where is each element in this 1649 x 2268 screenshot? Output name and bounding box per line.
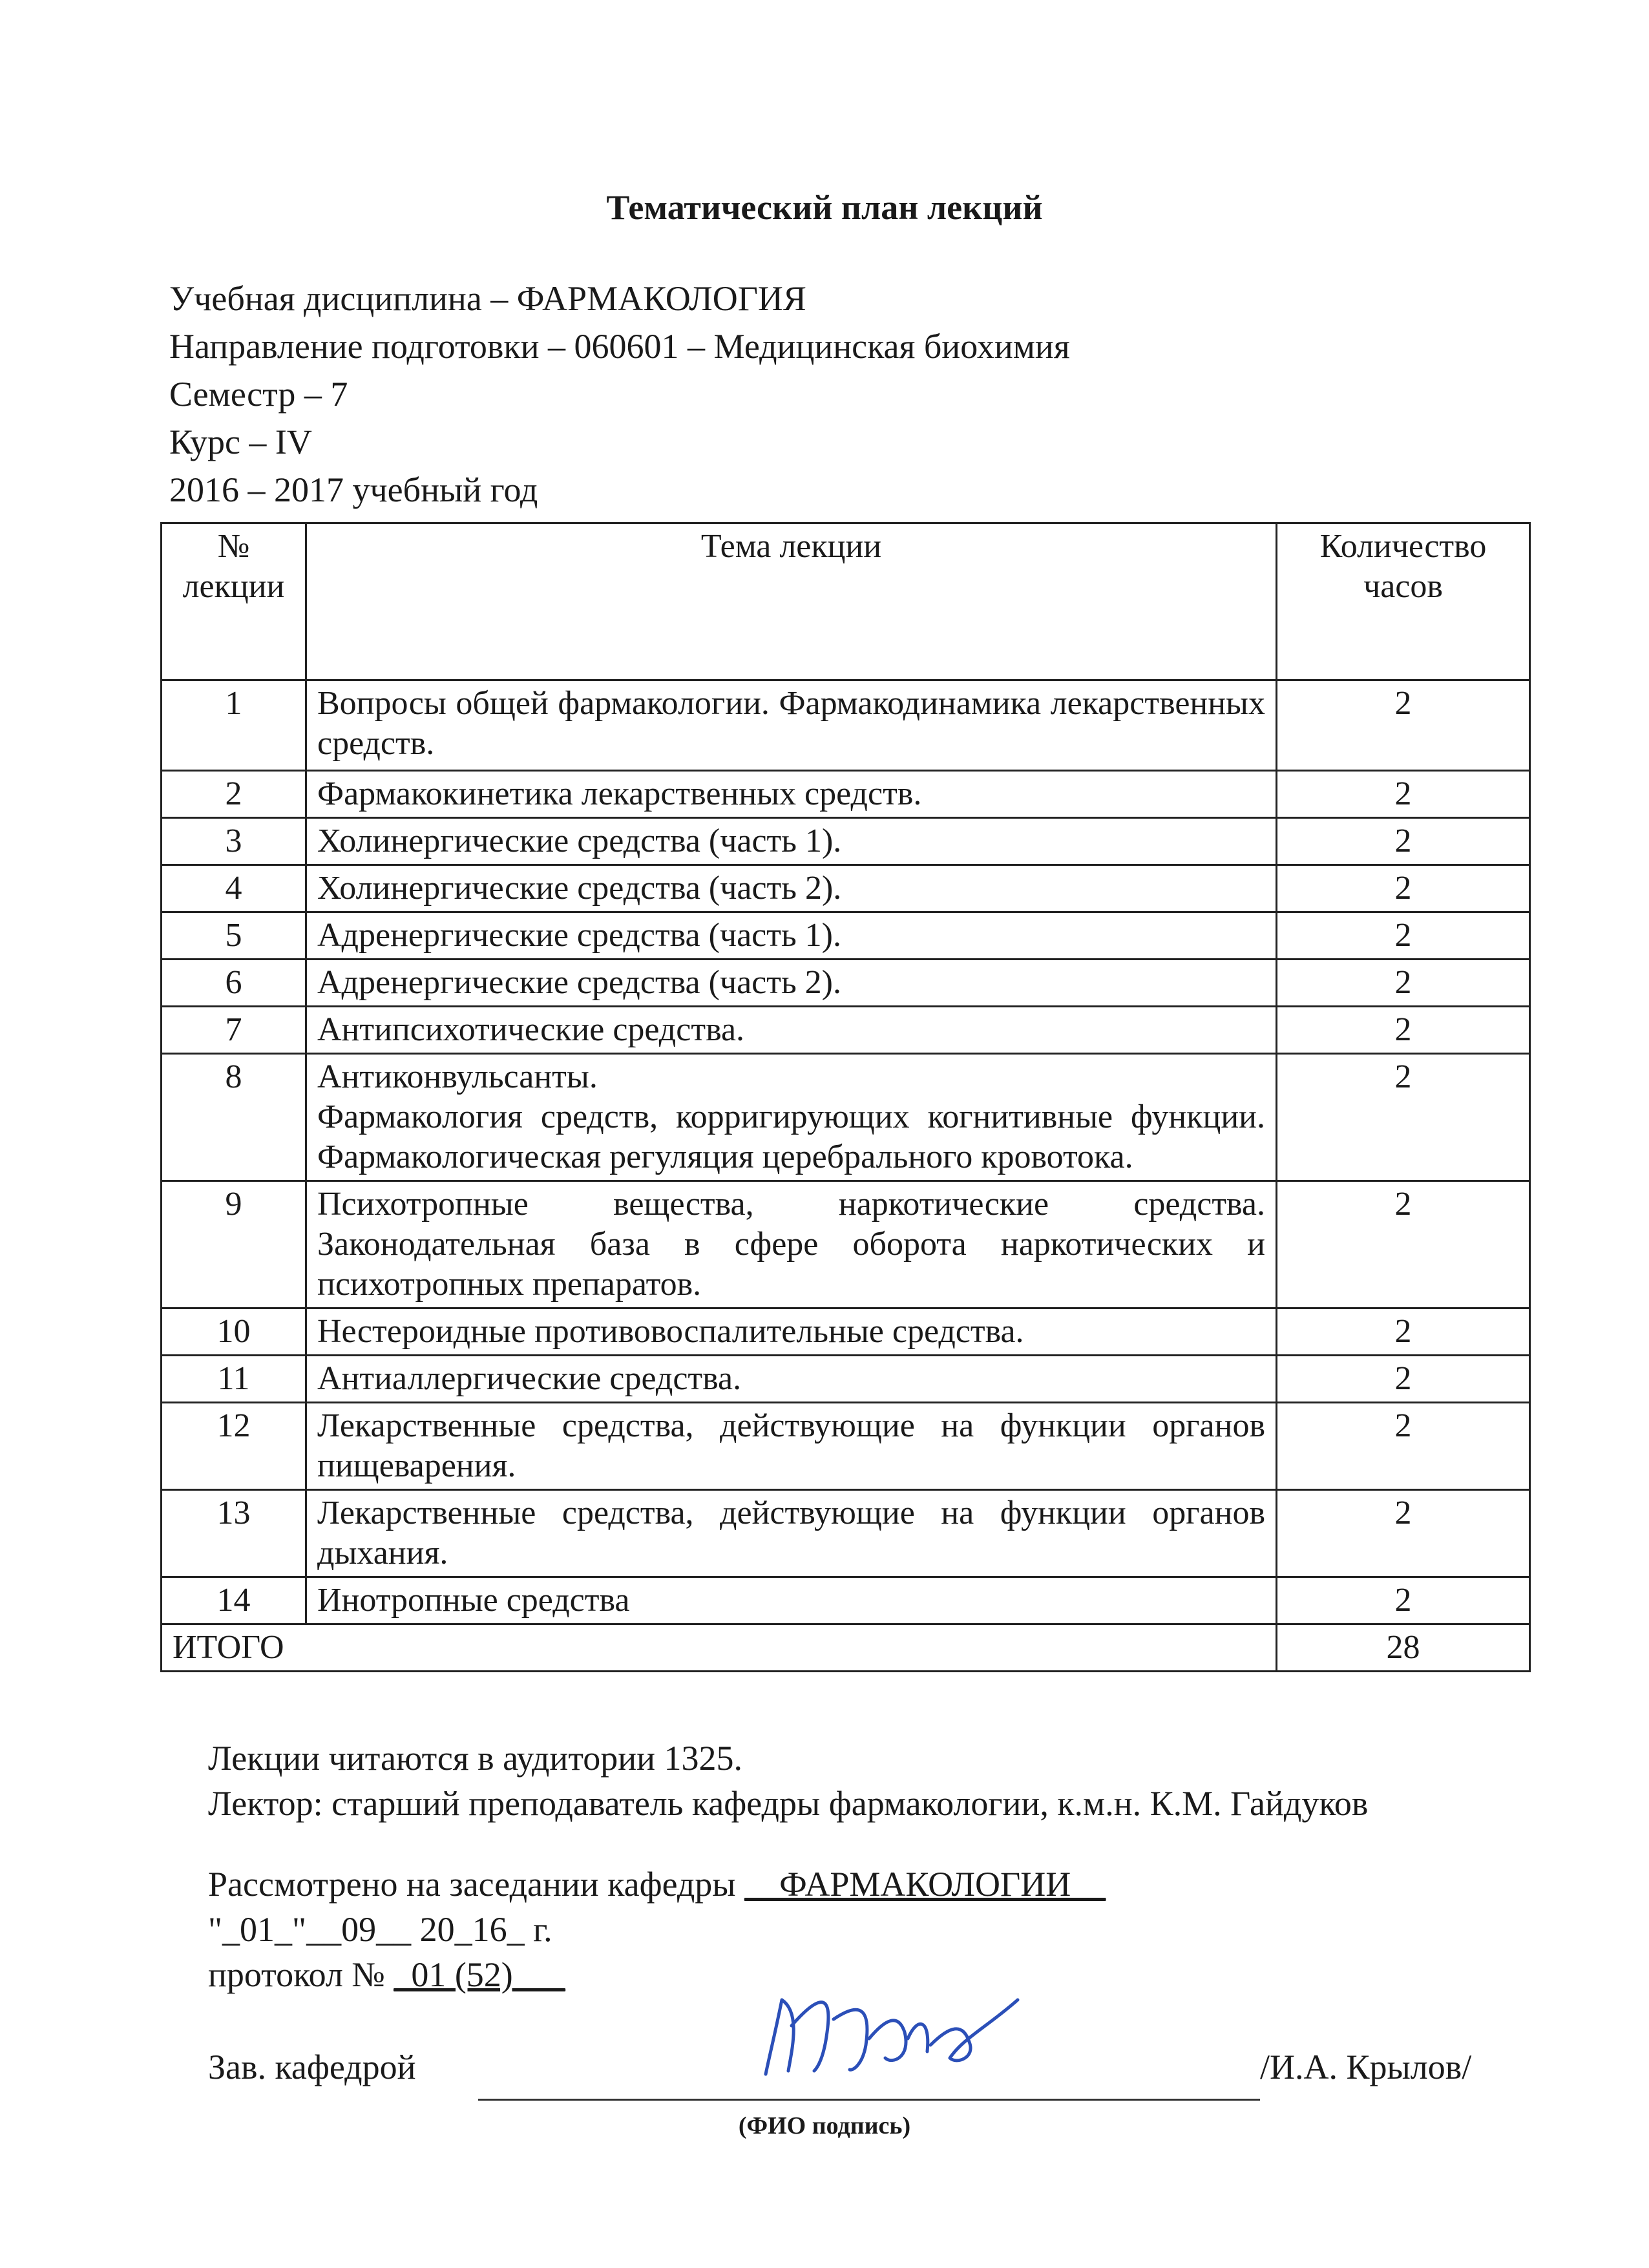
lecture-hours: 2 (1277, 1577, 1530, 1624)
handwritten-signature (756, 1961, 1027, 2090)
lecture-number: 10 (162, 1308, 306, 1356)
lecture-hours: 2 (1277, 1308, 1530, 1356)
lecture-topic: Нестероидные противовоспалительные средства. (306, 1308, 1277, 1356)
lecture-number: 11 (162, 1356, 306, 1403)
table-header-row (162, 523, 1530, 680)
protocol-prefix: протокол № (208, 1955, 385, 1994)
lecture-hours: 2 (1277, 1356, 1530, 1403)
head-label: Зав. кафедрой (208, 2048, 416, 2086)
lecture-topic: Вопросы общей фармакологии. Фармакодинамика лекарственных средств. (306, 680, 1277, 771)
table-row (162, 1054, 1530, 1181)
table-row (162, 960, 1530, 1007)
reviewed-prefix: Рассмотрено на заседании кафедры (208, 1865, 736, 1904)
header-lecture-number: № лекции (162, 523, 306, 680)
lecture-hours: 2 (1277, 818, 1530, 865)
lecture-hours: 2 (1277, 1054, 1530, 1181)
lecture-hours: 2 (1277, 1181, 1530, 1308)
lecture-number: 3 (162, 818, 306, 865)
lecture-room: Лекции читаются в аудитории 1325. (208, 1739, 743, 1778)
protocol-number: _01 (52)___ (394, 1955, 565, 1994)
header-hours: Количество часов (1277, 523, 1530, 680)
lecture-hours: 2 (1277, 960, 1530, 1007)
table-row (162, 1577, 1530, 1624)
table-row (162, 680, 1530, 771)
table-row (162, 1490, 1530, 1577)
lecture-topic: Лекарственные средства, действующие на функции органов дыхания. (306, 1490, 1277, 1577)
lecture-number: 14 (162, 1577, 306, 1624)
head-name: /И.А. Крылов/ (1260, 2048, 1472, 2086)
table-row (162, 771, 1530, 818)
table-row (162, 818, 1530, 865)
discipline: Учебная дисциплина – ФАРМАКОЛОГИЯ (169, 279, 806, 318)
lecture-topic: Инотропные средства (306, 1577, 1277, 1624)
header-topic: Тема лекции (306, 523, 1277, 680)
lecture-number: 7 (162, 1007, 306, 1054)
table-row (162, 1007, 1530, 1054)
lecture-hours: 2 (1277, 1007, 1530, 1054)
lecture-number: 12 (162, 1403, 306, 1490)
table-row (162, 1308, 1530, 1356)
table-row (162, 865, 1530, 912)
lecture-topic: Холинергические средства (часть 2). (306, 865, 1277, 912)
lecturer: Лектор: старший преподаватель кафедры фармакологии, к.м.н. К.М. Гайдуков (208, 1784, 1369, 1823)
lecture-number: 4 (162, 865, 306, 912)
department-name: __ФАРМАКОЛОГИИ__ (744, 1865, 1106, 1904)
academic-year: 2016 – 2017 учебный год (169, 470, 538, 509)
lecture-number: 6 (162, 960, 306, 1007)
lecture-number: 2 (162, 771, 306, 818)
lecture-topic: Психотропные вещества, наркотические средства. Законодательная база в сфере оборота наркотических и психотропных препаратов. (306, 1181, 1277, 1308)
protocol-line (208, 1955, 565, 1995)
lecture-hours: 2 (1277, 912, 1530, 960)
signature-line (478, 2099, 1260, 2101)
total-hours: 28 (1277, 1624, 1530, 1672)
lecture-hours: 2 (1277, 1403, 1530, 1490)
lecture-topic-line: Антиконвульсанты. (317, 1058, 598, 1095)
table-row (162, 912, 1530, 960)
document-title: Тематический план лекций (606, 188, 1043, 227)
lecture-number: 9 (162, 1181, 306, 1308)
course-year: Курс – IV (169, 423, 312, 461)
total-label: ИТОГО (162, 1624, 1277, 1672)
lecture-topic (306, 1054, 1277, 1181)
lecture-hours: 2 (1277, 680, 1530, 771)
lecture-topic: Антиаллергические средства. (306, 1356, 1277, 1403)
lecture-number: 8 (162, 1054, 306, 1181)
course-info (169, 275, 1070, 514)
lecture-topic-line: Фармакология средств, корригирующих когнитивные функции. Фармакологическая регуляция церебрального кровотока. (317, 1098, 1265, 1175)
lecture-topic: Адренергические средства (часть 1). (306, 912, 1277, 960)
lecture-hours: 2 (1277, 865, 1530, 912)
meeting-date: "_01_"__09__ 20_16_ г. (208, 1910, 552, 1949)
lecture-topic: Антипсихотические средства. (306, 1007, 1277, 1054)
lecture-topic: Адренергические средства (часть 2). (306, 960, 1277, 1007)
lecture-topic: Фармакокинетика лекарственных средств. (306, 771, 1277, 818)
total-row (162, 1624, 1530, 1672)
semester: Семестр – 7 (169, 375, 348, 414)
lecture-topic: Холинергические средства (часть 1). (306, 818, 1277, 865)
lecture-number: 13 (162, 1490, 306, 1577)
signature-caption: (ФИО подпись) (738, 2112, 911, 2139)
lecture-number: 5 (162, 912, 306, 960)
training-direction: Направление подготовки – 060601 – Медицинская биохимия (169, 327, 1070, 366)
lecture-topic: Лекарственные средства, действующие на функции органов пищеварения. (306, 1403, 1277, 1490)
lecture-hours: 2 (1277, 771, 1530, 818)
lecture-hours: 2 (1277, 1490, 1530, 1577)
lecture-plan-table (160, 522, 1531, 1672)
table-row (162, 1181, 1530, 1308)
reviewed-line (208, 1864, 1106, 1904)
lecture-number: 1 (162, 680, 306, 771)
table-row (162, 1403, 1530, 1490)
table-row (162, 1356, 1530, 1403)
